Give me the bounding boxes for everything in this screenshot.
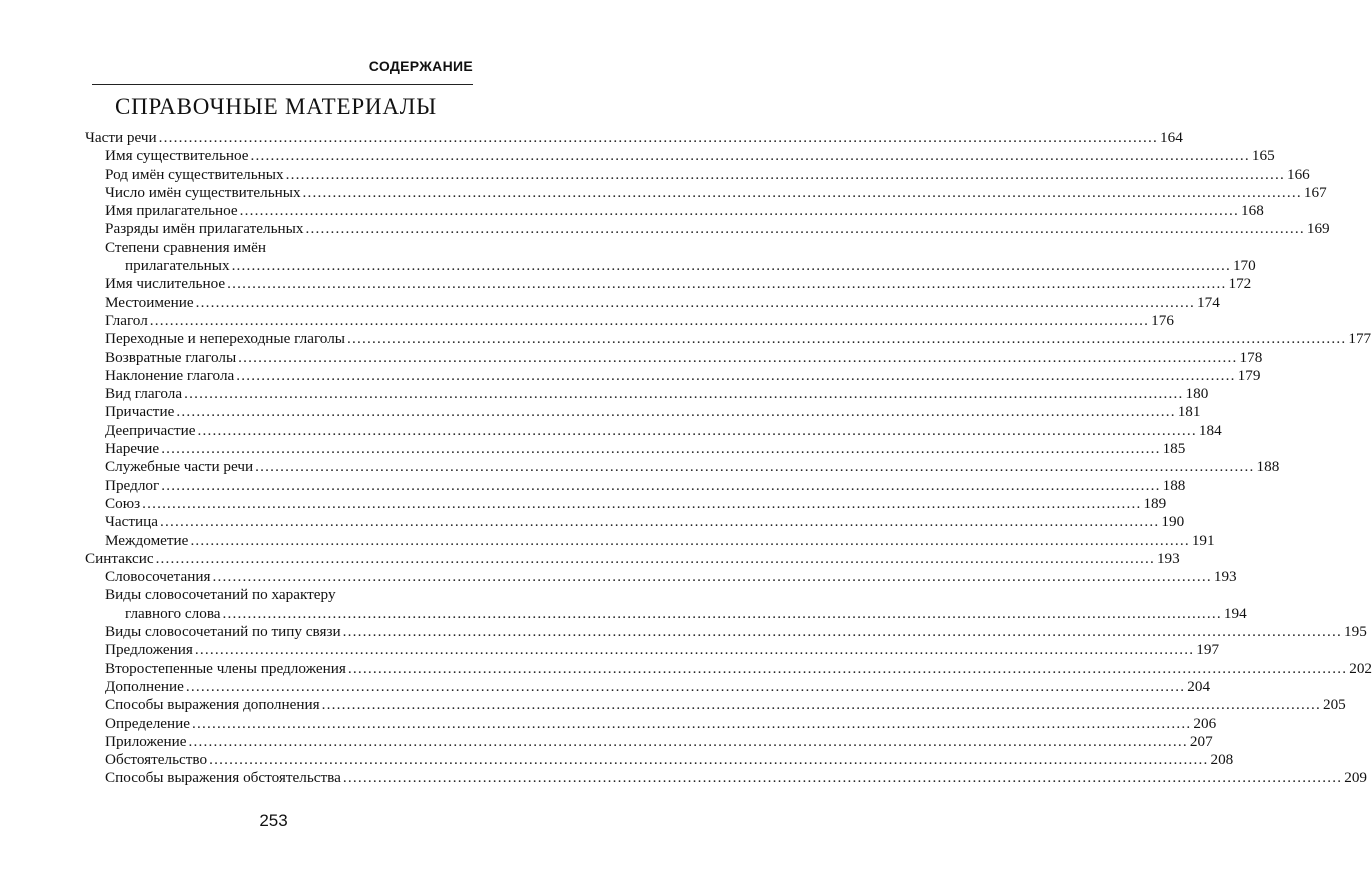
toc-entry-label: Имя существительное xyxy=(105,147,249,165)
toc-entry-label: Переходные и непереходные глаголы xyxy=(105,330,345,348)
toc-entry-label: Возвратные глаголы xyxy=(105,348,237,366)
toc-entry-label: Способы выражения дополнения xyxy=(105,696,320,714)
leader-dots: ........................................................................................................................................................................................................ xyxy=(346,330,1347,348)
toc-entry-page: 206 xyxy=(1193,714,1217,732)
toc-entry xyxy=(85,513,1185,531)
leader-dots: ........................................................................................................................................................................................................ xyxy=(142,494,1142,512)
toc-entry-page: 190 xyxy=(1161,513,1185,531)
toc-entry-page: 164 xyxy=(1160,129,1183,146)
leader-dots: ........................................................................................................................................................................................................ xyxy=(194,641,1195,659)
toc-entry-label: Род имён существительных xyxy=(105,165,284,183)
toc-entry-page: 185 xyxy=(1162,440,1186,458)
toc-entry xyxy=(85,421,1222,440)
toc-entry xyxy=(85,641,1220,659)
toc-entry xyxy=(85,714,1217,733)
leader-dots: ........................................................................................................................................................................................................ xyxy=(305,220,1305,238)
leader-dots: ........................................................................................................................................................................................................ xyxy=(321,696,1321,714)
toc-entry xyxy=(85,751,1234,769)
toc-entry-page: 188 xyxy=(1162,476,1186,494)
toc-entry-label: Имя числительное xyxy=(105,275,226,293)
toc-entry-page: 193 xyxy=(1213,568,1237,586)
toc-entry xyxy=(85,696,1346,714)
leader-dots: ........................................................................................................................................................................................................ xyxy=(285,165,1285,183)
toc-entry xyxy=(85,293,1220,312)
toc-entry-page: 207 xyxy=(1189,732,1213,750)
toc-entry xyxy=(85,623,1367,641)
toc-entry xyxy=(85,129,1183,147)
section-title: СПРАВОЧНЫЕ МАТЕРИАЛЫ xyxy=(114,94,437,119)
toc-entry-label: Обстоятельство xyxy=(105,751,208,769)
toc-entry xyxy=(85,494,1167,513)
toc-entry-label: Наклонение глагола xyxy=(105,366,235,384)
leader-dots: ........................................................................................................................................................................................................ xyxy=(161,476,1161,494)
toc-entry-label: Местоимение xyxy=(105,293,194,311)
toc-entry-page: 168 xyxy=(1241,202,1264,220)
leader-dots: ........................................................................................................................................................................................................ xyxy=(195,293,1196,311)
toc-entry xyxy=(85,769,1367,787)
toc-entry xyxy=(85,568,1237,586)
toc-entry-label: Междометие xyxy=(105,531,189,549)
toc-entry-label: Союз xyxy=(105,494,141,512)
toc-entry-label: Разряды имён прилагательных xyxy=(105,220,304,238)
leader-dots: ........................................................................................................................................................................................................ xyxy=(149,311,1150,329)
toc-entry-page: 170 xyxy=(1232,257,1256,275)
toc-entry xyxy=(85,458,1280,476)
toc-entry xyxy=(85,147,1275,165)
toc-entry-label: Служебные части речи xyxy=(105,458,254,476)
toc-entry-page: 193 xyxy=(1156,549,1180,567)
leader-dots: ........................................................................................................................................................................................................ xyxy=(302,183,1302,201)
toc-entry-label: Степени сравнения имён xyxy=(105,238,266,256)
leader-dots: ........................................................................................................................................................................................................ xyxy=(185,677,1186,695)
toc-entry xyxy=(85,220,1330,238)
toc-entry-label: Приложение xyxy=(105,732,187,750)
leader-dots: ........................................................................................................................................................................................................ xyxy=(250,147,1250,165)
leader-dots: ........................................................................................................................................................................................................ xyxy=(192,714,1192,732)
toc-entry xyxy=(85,659,1372,678)
toc-entry-page: 195 xyxy=(1344,623,1367,641)
toc-entry-page: 191 xyxy=(1191,531,1215,549)
toc-entry-label: Глагол xyxy=(105,311,148,329)
toc-entry xyxy=(85,366,1261,385)
toc-entry-page: 197 xyxy=(1196,641,1220,659)
toc-entry-label: Части речи xyxy=(85,129,157,146)
toc-entry-page: 172 xyxy=(1228,275,1252,293)
toc-entry xyxy=(85,275,1252,293)
leader-dots: ........................................................................................................................................................................................................ xyxy=(160,513,1160,531)
toc-entry-page: 205 xyxy=(1322,696,1346,714)
toc-entry-label: Дополнение xyxy=(105,677,184,695)
leader-dots: ........................................................................................................................................................................................................ xyxy=(176,403,1176,421)
leader-dots: ........................................................................................................................................................................................................ xyxy=(184,385,1184,403)
toc-entry-page: 204 xyxy=(1187,677,1211,695)
toc-entry-label: Способы выражения обстоятельства xyxy=(105,769,341,787)
toc-entry xyxy=(85,586,1247,623)
toc-entry-page: 194 xyxy=(1223,604,1247,622)
toc-entry-label: Наречие xyxy=(105,440,160,458)
toc-entry-label: Вид глагола xyxy=(105,385,183,403)
toc-entry-page: 167 xyxy=(1303,183,1327,201)
toc-entry-label: Определение xyxy=(105,714,191,732)
toc-entry-label-continued: главного слова xyxy=(125,604,221,622)
toc-entry-label: Виды словосочетаний по типу связи xyxy=(105,623,341,641)
toc-entry xyxy=(85,348,1263,367)
toc-entry xyxy=(85,311,1174,330)
toc-entry-label: Число имён существительных xyxy=(105,183,301,201)
leader-dots: ........................................................................................................................................................................................................ xyxy=(239,202,1240,220)
toc-entry-page: 179 xyxy=(1237,366,1261,384)
page-number: 253 xyxy=(259,811,288,830)
leader-dots: ........................................................................................................................................................................................................ xyxy=(155,549,1155,567)
leader-dots: ........................................................................................................................................................................................................ xyxy=(209,751,1209,769)
toc-entry-page: 166 xyxy=(1286,165,1310,183)
leader-dots: ........................................................................................................................................................................................................ xyxy=(158,129,1159,146)
toc-entry-label: Причастие xyxy=(105,403,175,421)
toc-entry-page: 178 xyxy=(1239,348,1263,366)
toc-entry xyxy=(85,385,1209,403)
toc-entry-page: 189 xyxy=(1143,494,1167,512)
toc-entry-page: 180 xyxy=(1185,385,1209,403)
toc-entry-page: 208 xyxy=(1210,751,1234,769)
leader-dots: ........................................................................................................................................................................................................ xyxy=(227,275,1227,293)
toc-entry xyxy=(85,330,1372,348)
toc-entry xyxy=(85,476,1186,495)
toc-entry xyxy=(85,238,1256,276)
toc-entry xyxy=(85,165,1310,184)
toc-entry-label: Второстепенные члены предложения xyxy=(105,659,346,677)
toc-entry-page: 165 xyxy=(1251,147,1275,165)
toc-entry-label: Синтаксис xyxy=(85,549,154,567)
toc-entry-label: Предложения xyxy=(105,641,193,659)
toc-entry-label: Деепричастие xyxy=(105,421,196,439)
toc-entry xyxy=(85,202,1264,220)
leader-dots: ........................................................................................................................................................................................................ xyxy=(342,769,1343,787)
leader-dots: ........................................................................................................................................................................................................ xyxy=(255,458,1255,476)
toc-entry-label: Имя прилагательное xyxy=(105,202,238,220)
toc-entry-page: 181 xyxy=(1177,403,1201,421)
running-header: СОДЕРЖАНИЕ xyxy=(368,58,473,74)
leader-dots: ........................................................................................................................................................................................................ xyxy=(188,732,1188,750)
toc-entry-page: 188 xyxy=(1256,458,1280,476)
toc-entry-page: 174 xyxy=(1197,293,1220,311)
leader-dots: ........................................................................................................................................................................................................ xyxy=(222,604,1222,622)
toc-entry-label: Словосочетания xyxy=(105,568,211,586)
toc-entry-page: 177 xyxy=(1348,330,1372,348)
leader-dots: ........................................................................................................................................................................................................ xyxy=(238,348,1238,366)
toc-entry-page: 169 xyxy=(1306,220,1330,238)
leader-dots: ........................................................................................................................................................................................................ xyxy=(161,440,1161,458)
toc-entry-label: Виды словосочетаний по характеру xyxy=(105,586,336,604)
toc-entry xyxy=(85,677,1211,696)
toc-entry-label: Предлог xyxy=(105,476,160,494)
toc-entry-page: 176 xyxy=(1151,311,1174,329)
toc-entry xyxy=(85,183,1327,202)
leader-dots: ........................................................................................................................................................................................................ xyxy=(236,366,1236,384)
toc-entry xyxy=(85,549,1180,568)
toc-entry-page: 184 xyxy=(1198,421,1222,439)
leader-dots: ........................................................................................................................................................................................................ xyxy=(342,623,1343,641)
toc-entry xyxy=(85,403,1201,421)
toc-entry-page: 209 xyxy=(1344,769,1367,787)
toc-entry xyxy=(85,732,1213,751)
leader-dots: ........................................................................................................................................................................................................ xyxy=(231,257,1231,275)
leader-dots: ........................................................................................................................................................................................................ xyxy=(197,421,1197,439)
toc-entry-label-continued: прилагательных xyxy=(125,257,230,275)
toc-entry xyxy=(85,531,1215,550)
toc-entry-label: Частица xyxy=(105,513,158,531)
toc-entry xyxy=(85,440,1186,458)
leader-dots: ........................................................................................................................................................................................................ xyxy=(347,659,1348,677)
table-of-contents xyxy=(85,129,1372,788)
leader-dots: ........................................................................................................................................................................................................ xyxy=(212,568,1212,586)
header-rule xyxy=(92,84,473,85)
toc-entry-page: 202 xyxy=(1349,659,1372,677)
leader-dots: ........................................................................................................................................................................................................ xyxy=(190,531,1190,549)
